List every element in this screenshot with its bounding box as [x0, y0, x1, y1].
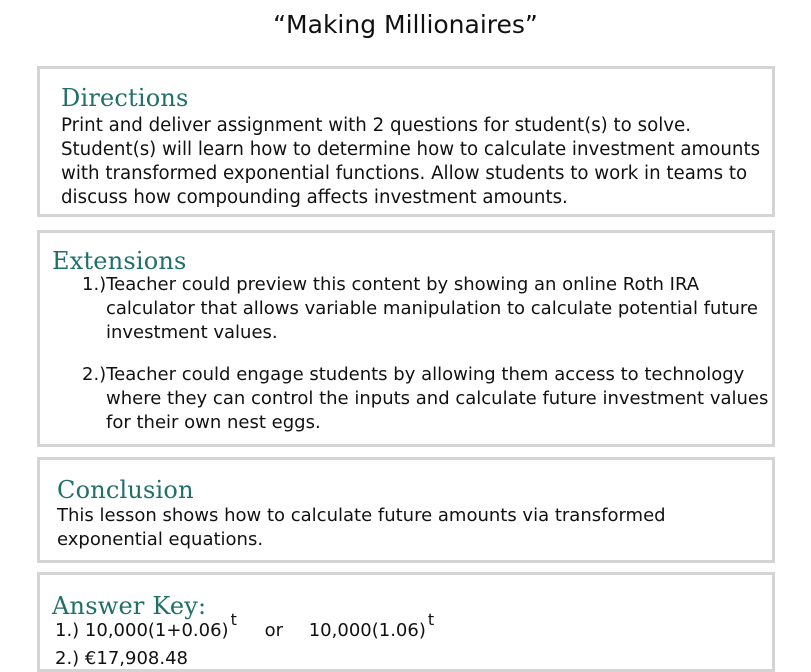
extensions-section [37, 230, 775, 447]
extension-item-2: 2.)Teacher could engage students by allowing them access to technology where they can control the inputs and calculate future investment values for their own nest eggs. [82, 364, 769, 433]
extensions-heading: Extensions [52, 247, 187, 275]
page-title: “Making Millionaires” [273, 10, 538, 39]
directions-heading: Directions [61, 84, 189, 112]
answer-line-1 [55, 610, 435, 643]
extension-item-1: 1.)Teacher could preview this content by showing an online Roth IRA calculator that allows variable manipulation to calculate potential future investment values. [82, 274, 758, 343]
conclusion-section [37, 457, 775, 563]
answer-key-section [37, 572, 775, 672]
directions-text: Print and deliver assignment with 2 questions for student(s) to solve. Student(s) will learn how to determine how to calculate investment amounts with transformed exponential functions. Allow students to work in teams to discuss how compounding affects investment amounts. [61, 115, 761, 208]
answer-1-or: or [264, 620, 283, 641]
answer-1-exponent-b: t [427, 610, 435, 629]
conclusion-heading: Conclusion [57, 476, 194, 504]
answer-key-heading: Answer Key: [52, 592, 207, 620]
conclusion-text: This lesson shows how to calculate future amounts via transformed exponential equations. [57, 505, 666, 550]
answer-1-exponent-a: t [230, 610, 237, 629]
answer-1-expression-b: 10,000(1.06) [308, 620, 426, 641]
answer-line-2: 2.) €17,908.48 [55, 648, 188, 669]
directions-section [37, 66, 775, 217]
answer-1-expression-a: 1.) 10,000(1+0.06) [55, 620, 229, 641]
